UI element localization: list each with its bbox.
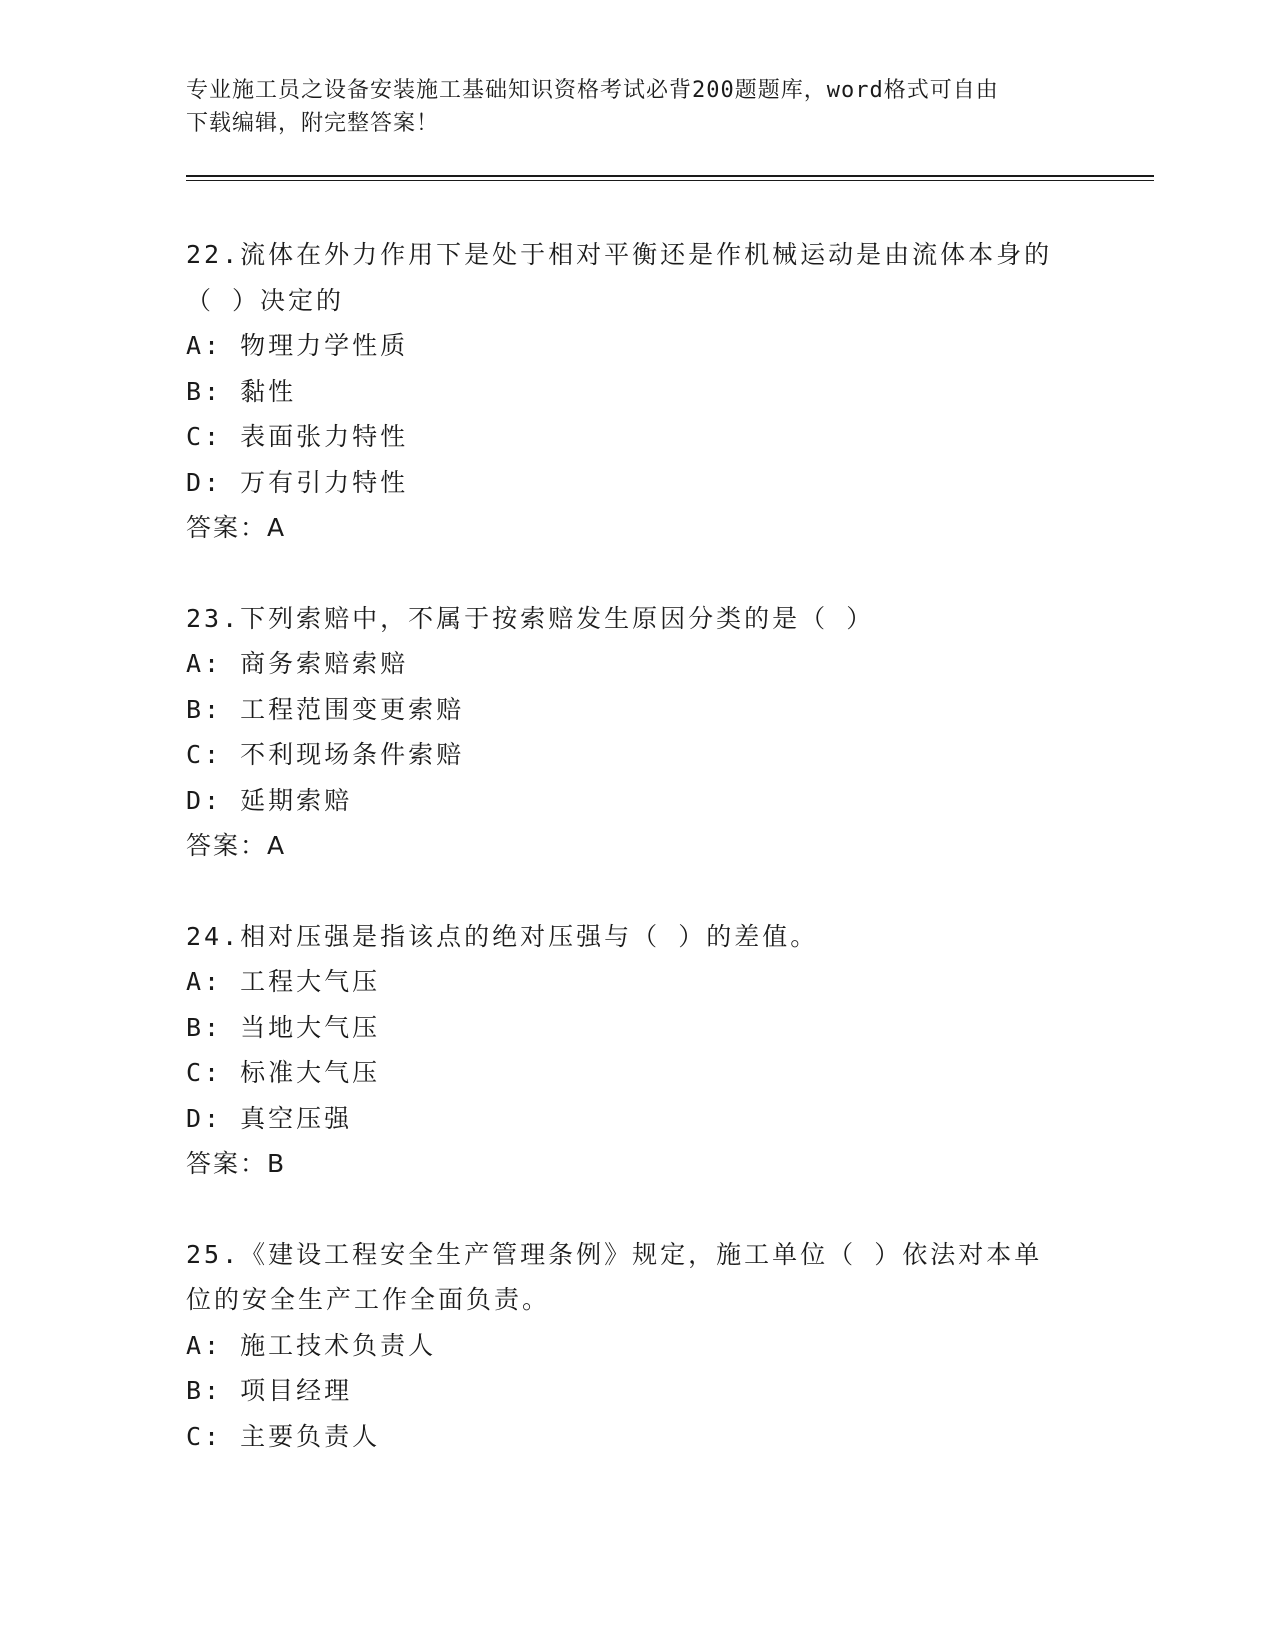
document-header: [186, 74, 1086, 140]
option-a: A: 工程大气压: [186, 967, 381, 996]
option-c: C: 标准大气压: [186, 1058, 381, 1087]
option-b: B: 工程范围变更索赔: [186, 694, 465, 724]
option-b: B: 黏性: [186, 376, 297, 406]
answer-line: 答案：A: [186, 831, 287, 860]
option-c: C: 主要负责人: [186, 1421, 381, 1451]
header-line-2: 下载编辑，附完整答案！: [186, 111, 440, 136]
question-stem-continued: 位的安全生产工作全面负责。: [186, 1285, 551, 1314]
option-b: B: 项目经理: [186, 1376, 353, 1405]
question-stem: 24.相对压强是指该点的绝对压强与（ ）的差值。: [186, 921, 819, 951]
option-a: A: 施工技术负责人: [186, 1330, 437, 1360]
option-a: A: 物理力学性质: [186, 331, 409, 360]
header-line-1: 专业施工员之设备安装施工基础知识资格考试必背200题题库，word格式可自由: [186, 78, 999, 103]
question-24: [186, 914, 1086, 1187]
option-d: D: 延期索赔: [186, 785, 353, 815]
question-stem: 25.《建设工程安全生产管理条例》规定，施工单位（ ）依法对本单: [186, 1239, 1043, 1269]
answer-line: 答案：A: [186, 513, 287, 542]
question-22: [186, 232, 1086, 551]
option-d: D: 真空压强: [186, 1103, 353, 1133]
question-stem: 23.下列索赔中，不属于按索赔发生原因分类的是（ ）: [186, 603, 875, 633]
question-stem-continued: （ ）决定的: [186, 285, 345, 315]
question-25: [186, 1232, 1086, 1460]
option-c: C: 表面张力特性: [186, 422, 409, 451]
question-list: [186, 232, 1086, 1459]
question-23: [186, 596, 1086, 869]
question-stem: 22.流体在外力作用下是处于相对平衡还是作机械运动是由流体本身的: [186, 240, 1053, 269]
answer-line: 答案：B: [186, 1149, 287, 1178]
option-b: B: 当地大气压: [186, 1012, 381, 1042]
header-divider: [186, 175, 1154, 181]
option-a: A: 商务索赔索赔: [186, 649, 409, 678]
option-c: C: 不利现场条件索赔: [186, 740, 465, 769]
option-d: D: 万有引力特性: [186, 467, 409, 497]
